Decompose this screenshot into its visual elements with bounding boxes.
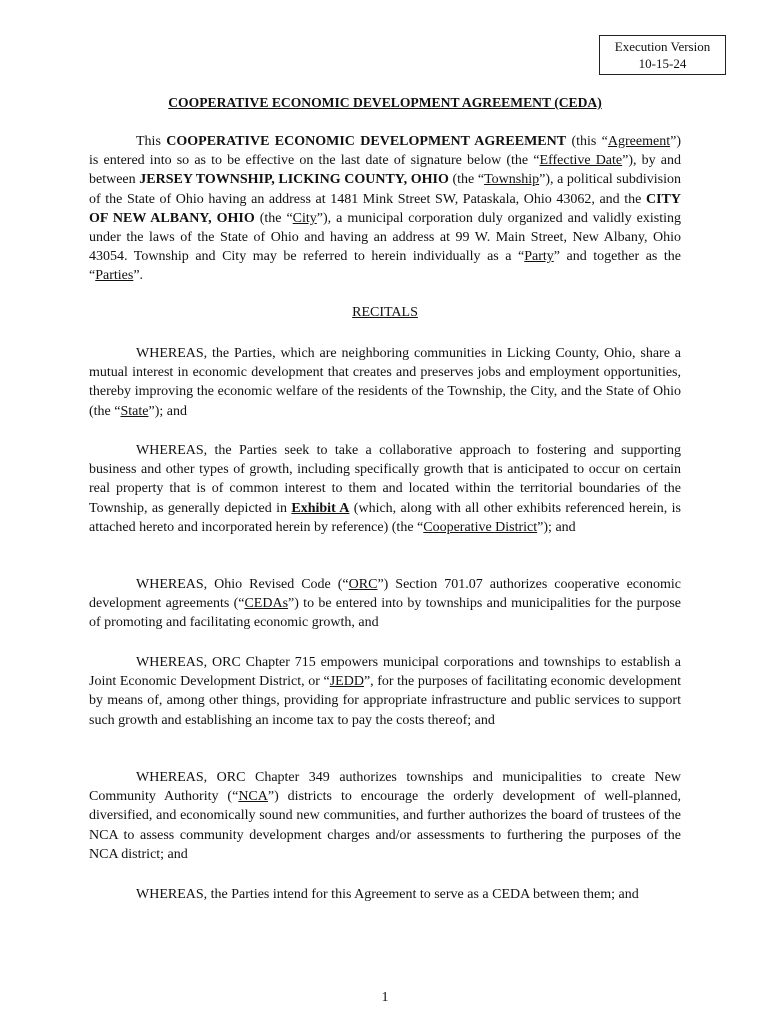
text: ”); and	[148, 403, 187, 419]
text: ”, for the purposes of facilitating economic development by means of, among other things, providing for appropriate infrastructure and public services to support such growth and establishing an income tax to pay the costs thereof; and	[89, 674, 682, 728]
recitals-heading: RECITALS	[352, 305, 418, 320]
defined-term: ORC	[348, 577, 378, 592]
text: WHEREAS, the Parties intend for this Agreement to serve as a CEDA between them; and	[136, 887, 639, 902]
defined-term: City	[292, 210, 317, 226]
whereas-paragraph-6	[89, 885, 681, 904]
text: WHEREAS, ORC Chapter 715 empowers municipal corporations and townships to establish a Joint Economic Development District, or “	[89, 655, 681, 690]
intro-paragraph	[89, 132, 681, 286]
text: ” and together as the “	[89, 249, 681, 284]
text: ”) districts to encourage the orderly development of well-planned, diversified, and economically sound new communities, and further authorizes the board of trustees of the NCA to assess community development charges and/or assessments to furthering the purposes of the NCA district; and	[89, 789, 682, 862]
text: (this “	[566, 134, 608, 149]
whereas-paragraph-2	[89, 441, 681, 537]
version-date: 10-15-24	[638, 56, 687, 71]
defined-term: NCA	[238, 789, 268, 805]
whereas-paragraph-5	[89, 768, 681, 864]
text: ”) Section 701.07 authorizes cooperative economic development agreements (“	[89, 577, 681, 612]
text: WHEREAS, the Parties seek to take a collaborative approach to fostering and supporting business and other types of growth, including specifically growth that is anticipated to occur on certain real property that is of common interest to them and located within the territorial boundaries of the Township, as generally depicted in	[89, 443, 681, 516]
execution-version-box	[599, 35, 726, 75]
defined-term: Township	[484, 172, 540, 188]
text: (the “	[254, 210, 293, 226]
text: WHEREAS, ORC Chapter 349 authorizes townships and municipalities to create New Community Authority (“	[89, 770, 681, 805]
defined-term: Party	[524, 249, 554, 265]
defined-term: Effective Date	[539, 153, 623, 169]
whereas-paragraph-3	[89, 575, 681, 633]
defined-term: Cooperative District	[423, 519, 538, 535]
defined-term: JEDD	[329, 674, 364, 690]
text: This	[136, 134, 167, 149]
text: ”), a political subdivision of the State of Ohio having an address at 1481 Mink Street SW, Pataskala, Ohio 43062, and the	[89, 172, 681, 207]
text: WHEREAS, Ohio Revised Code (“	[136, 577, 349, 592]
whereas-paragraph-1	[89, 344, 681, 421]
text: (the “	[448, 172, 485, 188]
defined-term: CEDAs	[244, 596, 289, 612]
text: (which, along with all other exhibits referenced herein, is attached hereto and incorporated herein by reference) (the “	[89, 500, 681, 535]
text: ”.	[133, 268, 144, 284]
agreement-title: COOPERATIVE ECONOMIC DEVELOPMENT AGREEMENT (CEDA)	[168, 95, 602, 110]
bold-text: JERSEY TOWNSHIP, LICKING COUNTY, OHIO	[139, 172, 449, 188]
defined-term: State	[120, 403, 149, 419]
defined-term: Agreement	[607, 134, 671, 149]
text: ”); and	[537, 519, 576, 535]
whereas-paragraph-4	[89, 653, 681, 730]
text: ”) to be entered into by townships and municipalities for the purpose of promoting and facilitating economic growth, and	[89, 596, 681, 631]
bold-text: CITY OF NEW ALBANY, OHIO	[89, 191, 681, 226]
defined-term: Parties	[95, 268, 134, 284]
text: ”), by and between	[89, 153, 682, 188]
exhibit-reference: Exhibit A	[291, 500, 350, 516]
bold-text: COOPERATIVE ECONOMIC DEVELOPMENT AGREEMENT	[166, 134, 567, 149]
text: WHEREAS, the Parties, which are neighboring communities in Licking County, Ohio, share a mutual interest in economic development that creates and preserves jobs and employment opportunities, thereby improving the economic welfare of the residents of the Township, the City, and the State of Ohio (the “	[89, 346, 681, 419]
page-number: 1	[381, 990, 389, 1005]
text: ”) is entered into so as to be effective on the last date of signature below (the “	[89, 134, 681, 169]
version-label: Execution Version	[614, 39, 711, 54]
text: ”), a municipal corporation duly organized and validly existing under the laws of the State of Ohio and having an address at 99 W. Main Street, New Albany, Ohio 43054. Township and City may be referred to herein individually as a “	[89, 210, 681, 265]
